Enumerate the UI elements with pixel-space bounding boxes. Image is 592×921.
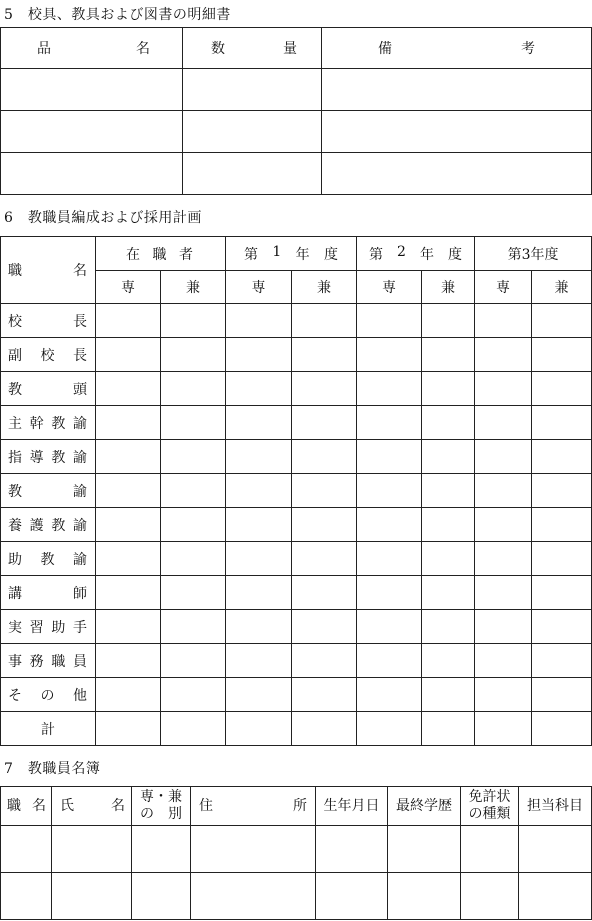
- input-cell[interactable]: [292, 644, 357, 678]
- job-title-char: 教: [51, 415, 66, 432]
- job-title-cell: [1, 440, 96, 474]
- input-cell[interactable]: [292, 610, 357, 644]
- table-row: [1, 508, 592, 542]
- input-cell[interactable]: [357, 304, 422, 338]
- input-cell[interactable]: [96, 338, 161, 372]
- job-title-char: 講: [8, 585, 22, 602]
- input-cell[interactable]: [132, 826, 191, 873]
- input-cell[interactable]: [183, 69, 322, 111]
- input-cell[interactable]: [316, 873, 388, 920]
- input-cell[interactable]: [161, 474, 226, 508]
- input-cell[interactable]: [475, 304, 532, 338]
- input-cell[interactable]: [519, 826, 592, 873]
- sub-header-fulltime: 専: [357, 271, 422, 304]
- input-cell[interactable]: [422, 576, 475, 610]
- header-line: の 別: [140, 806, 182, 822]
- job-title-cell: [1, 542, 96, 576]
- input-cell[interactable]: [322, 111, 592, 153]
- input-cell[interactable]: [532, 678, 592, 712]
- input-cell[interactable]: [292, 304, 357, 338]
- job-title-char: 諭: [72, 449, 87, 466]
- table-row: [1, 576, 592, 610]
- input-cell[interactable]: [226, 610, 292, 644]
- total-row: [1, 712, 592, 746]
- input-cell[interactable]: [161, 508, 226, 542]
- job-title-char: 教: [8, 381, 22, 398]
- input-cell[interactable]: [519, 873, 592, 920]
- table-row: [1, 440, 592, 474]
- input-cell[interactable]: [1, 69, 183, 111]
- input-cell[interactable]: [532, 440, 592, 474]
- section5-heading: 5 校具、教具および図書の明細書: [4, 7, 231, 23]
- input-cell[interactable]: [422, 406, 475, 440]
- input-cell[interactable]: [357, 440, 422, 474]
- job-title-char: 頭: [73, 381, 87, 398]
- input-cell[interactable]: [532, 712, 592, 746]
- job-title-char: 教: [51, 517, 66, 534]
- input-cell[interactable]: [96, 304, 161, 338]
- job-title-char: 幹: [29, 415, 44, 432]
- input-cell[interactable]: [422, 644, 475, 678]
- header-char: 所: [293, 797, 307, 814]
- input-cell[interactable]: [292, 712, 357, 746]
- job-title-char: 養: [8, 517, 22, 534]
- job-title-cell: [1, 372, 96, 406]
- header-char: 数: [211, 41, 225, 57]
- input-cell[interactable]: [96, 610, 161, 644]
- staffing-header-row: [1, 237, 592, 271]
- input-cell[interactable]: [1, 873, 52, 920]
- input-cell[interactable]: [292, 542, 357, 576]
- header-char: 年: [420, 246, 434, 263]
- header-char: 1: [272, 243, 282, 260]
- input-cell[interactable]: [292, 508, 357, 542]
- header-char: 者: [179, 246, 193, 263]
- table-row: [1, 372, 592, 406]
- job-title-char: の: [40, 687, 55, 704]
- job-title-cell: [1, 644, 96, 678]
- job-title-cell: [1, 508, 96, 542]
- input-cell[interactable]: [357, 542, 422, 576]
- input-cell[interactable]: [422, 712, 475, 746]
- header-char: 度: [448, 246, 463, 263]
- input-cell[interactable]: [226, 304, 292, 338]
- input-cell[interactable]: [422, 338, 475, 372]
- input-cell[interactable]: [1, 111, 183, 153]
- input-cell[interactable]: [96, 576, 161, 610]
- input-cell[interactable]: [161, 304, 226, 338]
- input-cell[interactable]: [475, 644, 532, 678]
- input-cell[interactable]: [161, 406, 226, 440]
- header-char: 量: [283, 41, 297, 57]
- job-title-char: 校: [40, 347, 55, 364]
- job-header: [1, 237, 96, 304]
- input-cell[interactable]: [226, 678, 292, 712]
- table-row: [1, 610, 592, 644]
- input-cell[interactable]: [52, 873, 132, 920]
- input-cell[interactable]: [226, 644, 292, 678]
- section6-heading: 6 教職員編成および採用計画: [4, 210, 202, 226]
- job-title-char: 諭: [72, 415, 87, 432]
- table-row: [1, 873, 592, 920]
- input-cell[interactable]: [183, 153, 322, 195]
- input-cell[interactable]: [161, 610, 226, 644]
- input-cell[interactable]: [475, 508, 532, 542]
- input-cell[interactable]: [226, 712, 292, 746]
- input-cell[interactable]: [357, 576, 422, 610]
- input-cell[interactable]: [388, 873, 461, 920]
- job-title-char: 習: [29, 619, 44, 636]
- table-row: [1, 406, 592, 440]
- job-title-char: 事: [8, 653, 22, 670]
- input-cell[interactable]: [357, 644, 422, 678]
- roster-header-row: [1, 787, 592, 826]
- job-title-char: 実: [8, 619, 22, 636]
- col-quantity: [183, 28, 322, 69]
- col-license: [461, 787, 519, 826]
- job-title-cell: [1, 304, 96, 338]
- input-cell[interactable]: [96, 678, 161, 712]
- input-cell[interactable]: [292, 338, 357, 372]
- col-subject: 担当科目: [519, 787, 592, 826]
- input-cell[interactable]: [461, 873, 519, 920]
- input-cell[interactable]: [161, 338, 226, 372]
- input-cell[interactable]: [422, 508, 475, 542]
- job-title-char: 長: [73, 347, 87, 364]
- input-cell[interactable]: [96, 372, 161, 406]
- input-cell[interactable]: [357, 474, 422, 508]
- header-char: 職: [7, 797, 21, 814]
- job-title-cell: [1, 610, 96, 644]
- col-remarks: [322, 28, 592, 69]
- header-char: 第: [369, 246, 384, 263]
- header-char: 職: [8, 263, 22, 279]
- input-cell[interactable]: [292, 474, 357, 508]
- table-row: [1, 304, 592, 338]
- input-cell[interactable]: [357, 712, 422, 746]
- table-row: [1, 111, 592, 153]
- header-char: 考: [521, 41, 535, 57]
- job-title-char: 教: [40, 551, 55, 568]
- job-title-char: 助: [51, 619, 66, 636]
- input-cell[interactable]: [475, 338, 532, 372]
- header-char: 職: [152, 246, 167, 263]
- sub-header-fulltime: 専: [226, 271, 292, 304]
- header-line: の種類: [468, 806, 511, 822]
- input-cell[interactable]: [422, 610, 475, 644]
- input-cell[interactable]: [226, 440, 292, 474]
- job-title-char: そ: [8, 687, 22, 704]
- input-cell[interactable]: [532, 610, 592, 644]
- header-char: 度: [324, 246, 338, 263]
- job-title-cell: [1, 474, 96, 508]
- input-cell[interactable]: [161, 712, 226, 746]
- job-title-cell: [1, 338, 96, 372]
- table-row: [1, 474, 592, 508]
- input-cell[interactable]: [475, 576, 532, 610]
- job-title-char: 員: [72, 653, 87, 670]
- header-char: 備: [378, 41, 392, 57]
- input-cell[interactable]: [475, 372, 532, 406]
- input-cell[interactable]: [292, 372, 357, 406]
- input-cell[interactable]: [191, 873, 316, 920]
- header-char: 年: [295, 246, 310, 263]
- input-cell[interactable]: [475, 474, 532, 508]
- input-cell[interactable]: [475, 678, 532, 712]
- input-cell[interactable]: [422, 542, 475, 576]
- input-cell[interactable]: [322, 69, 592, 111]
- col-address: [191, 787, 316, 826]
- group-header-year2: [357, 237, 475, 271]
- input-cell[interactable]: [322, 153, 592, 195]
- job-title-cell: [1, 406, 96, 440]
- input-cell[interactable]: [532, 474, 592, 508]
- input-cell[interactable]: [96, 542, 161, 576]
- equipment-header-row: [1, 28, 592, 69]
- job-title-char: 副: [8, 347, 22, 364]
- input-cell[interactable]: [532, 542, 592, 576]
- input-cell[interactable]: [292, 678, 357, 712]
- input-cell[interactable]: [96, 406, 161, 440]
- input-cell[interactable]: [96, 508, 161, 542]
- input-cell[interactable]: [357, 338, 422, 372]
- input-cell[interactable]: [226, 542, 292, 576]
- job-title-char: 長: [73, 313, 87, 330]
- section7-heading: 7 教職員名簿: [4, 761, 101, 777]
- input-cell[interactable]: [191, 826, 316, 873]
- job-title-char: 校: [8, 313, 22, 330]
- table-row: [1, 678, 592, 712]
- sub-header-fulltime: 専: [96, 271, 161, 304]
- input-cell[interactable]: [96, 474, 161, 508]
- input-cell[interactable]: [357, 406, 422, 440]
- input-cell[interactable]: [96, 712, 161, 746]
- input-cell[interactable]: [532, 304, 592, 338]
- input-cell[interactable]: [183, 111, 322, 153]
- group-header-year1: [226, 237, 357, 271]
- job-title-char: 諭: [73, 483, 87, 500]
- header-char: 名: [111, 797, 125, 814]
- input-cell[interactable]: [357, 508, 422, 542]
- job-title-char: 教: [8, 483, 22, 500]
- input-cell[interactable]: [532, 644, 592, 678]
- table-row: [1, 826, 592, 873]
- header-line: 専・兼: [140, 789, 182, 805]
- staffing-plan-table: [0, 236, 592, 746]
- sub-header-parttime: 兼: [292, 271, 357, 304]
- input-cell[interactable]: [475, 712, 532, 746]
- table-row: [1, 644, 592, 678]
- input-cell[interactable]: [475, 542, 532, 576]
- table-row: [1, 542, 592, 576]
- input-cell[interactable]: [226, 338, 292, 372]
- input-cell[interactable]: [532, 338, 592, 372]
- input-cell[interactable]: [422, 372, 475, 406]
- input-cell[interactable]: [475, 406, 532, 440]
- input-cell[interactable]: [292, 406, 357, 440]
- input-cell[interactable]: [132, 873, 191, 920]
- input-cell[interactable]: [532, 406, 592, 440]
- header-char: 名: [32, 797, 46, 814]
- group-header-current: [96, 237, 226, 271]
- job-title-cell: [1, 576, 96, 610]
- input-cell[interactable]: [422, 678, 475, 712]
- job-title-char: 師: [73, 585, 87, 602]
- input-cell[interactable]: [422, 440, 475, 474]
- header-char: 名: [136, 41, 150, 57]
- input-cell[interactable]: [532, 508, 592, 542]
- input-cell[interactable]: [161, 542, 226, 576]
- input-cell[interactable]: [52, 826, 132, 873]
- job-title-char: 職: [51, 653, 66, 670]
- input-cell[interactable]: [475, 440, 532, 474]
- job-title-char: 主: [8, 415, 22, 432]
- input-cell[interactable]: [316, 826, 388, 873]
- job-title-char: 手: [72, 619, 87, 636]
- input-cell[interactable]: [226, 508, 292, 542]
- col-job: [1, 787, 52, 826]
- job-title-char: 指: [8, 449, 22, 466]
- job-title-char: 教: [51, 449, 66, 466]
- input-cell[interactable]: [226, 474, 292, 508]
- input-cell[interactable]: [161, 372, 226, 406]
- input-cell[interactable]: [422, 474, 475, 508]
- input-cell[interactable]: [357, 372, 422, 406]
- input-cell[interactable]: [422, 304, 475, 338]
- input-cell[interactable]: [357, 678, 422, 712]
- sub-header-fulltime: 専: [475, 271, 532, 304]
- sub-header-parttime: 兼: [161, 271, 226, 304]
- input-cell[interactable]: [96, 644, 161, 678]
- table-row: [1, 338, 592, 372]
- input-cell[interactable]: [357, 610, 422, 644]
- input-cell[interactable]: [226, 372, 292, 406]
- sub-header-parttime: 兼: [532, 271, 592, 304]
- header-char: 名: [73, 263, 87, 279]
- sub-header-parttime: 兼: [422, 271, 475, 304]
- input-cell[interactable]: [388, 826, 461, 873]
- table-row: [1, 69, 592, 111]
- col-item-name: [1, 28, 183, 69]
- input-cell[interactable]: [161, 440, 226, 474]
- col-name: [52, 787, 132, 826]
- job-title-cell: [1, 678, 96, 712]
- header-char: 品: [37, 41, 51, 57]
- input-cell[interactable]: [475, 610, 532, 644]
- col-birthdate: 生年月日: [316, 787, 388, 826]
- header-char: 住: [199, 797, 213, 814]
- header-text: 第3年度: [507, 246, 559, 263]
- input-cell[interactable]: [532, 372, 592, 406]
- table-row: [1, 153, 592, 195]
- input-cell[interactable]: [292, 440, 357, 474]
- input-cell[interactable]: [96, 440, 161, 474]
- input-cell[interactable]: [161, 678, 226, 712]
- header-line: 免許状: [468, 789, 511, 805]
- staff-roster-table: [0, 786, 592, 920]
- header-char: 氏: [60, 797, 74, 814]
- job-title-char: 護: [29, 517, 44, 534]
- header-char: 第: [244, 246, 258, 263]
- job-title-char: 諭: [72, 517, 87, 534]
- input-cell[interactable]: [161, 644, 226, 678]
- col-employment-type: [132, 787, 191, 826]
- job-title-char: 務: [29, 653, 44, 670]
- input-cell[interactable]: [461, 826, 519, 873]
- header-char: 2: [397, 243, 406, 260]
- job-title-char: 諭: [73, 551, 87, 568]
- job-title-char: 助: [8, 551, 22, 568]
- input-cell[interactable]: [292, 576, 357, 610]
- col-education: 最終学歴: [388, 787, 461, 826]
- group-header-year3: [475, 237, 592, 271]
- input-cell[interactable]: [1, 826, 52, 873]
- input-cell[interactable]: [532, 576, 592, 610]
- input-cell[interactable]: [226, 406, 292, 440]
- header-char: 在: [126, 246, 140, 263]
- job-title-char: 導: [29, 449, 44, 466]
- job-title-char: 他: [73, 687, 87, 704]
- equipment-table: [0, 27, 592, 195]
- input-cell[interactable]: [161, 576, 226, 610]
- total-label: 計: [1, 712, 96, 746]
- input-cell[interactable]: [226, 576, 292, 610]
- input-cell[interactable]: [1, 153, 183, 195]
